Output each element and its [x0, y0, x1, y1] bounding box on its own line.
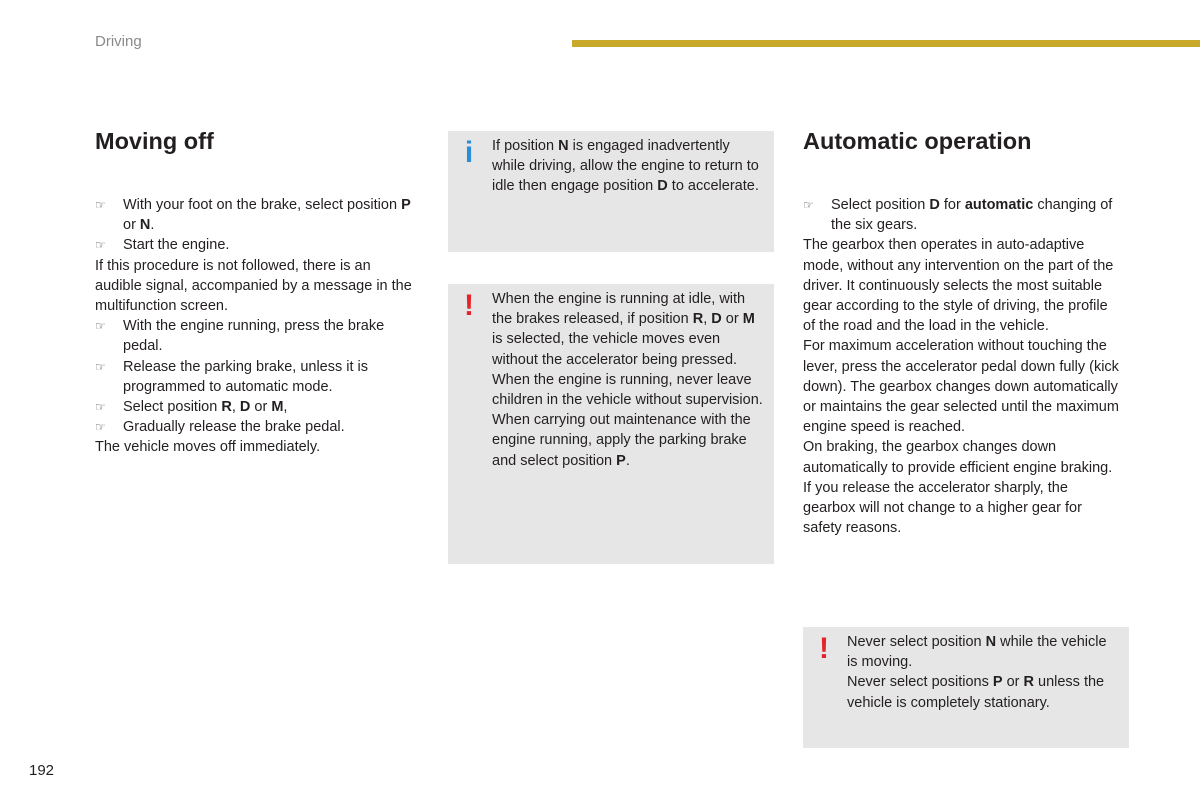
emphasis-text: P — [401, 197, 411, 213]
text-run: Select position — [123, 399, 222, 416]
text-run: The vehicle moves off immediately. — [95, 439, 321, 456]
bullet-item — [95, 417, 415, 437]
text-run: When the engine is running, never leave children in the vehicle without supervision. — [492, 371, 763, 409]
text-run: unless the vehicle is completely stationary. — [847, 674, 1105, 711]
automatic-operation-list — [803, 195, 1123, 538]
text-run: or — [250, 399, 272, 416]
text-run: The gearbox then operates in auto-adaptive mode, without any intervention on the part of the driver. It continuously selects the most suitable gear according to the style of driving, the profile of the road and the load in the vehicle. — [803, 237, 1114, 335]
emphasis-text: N — [139, 217, 151, 234]
emphasis-text: R — [1023, 674, 1034, 691]
hand-pointer-icon: ☞ — [803, 198, 814, 212]
moving-off-title: Moving off — [95, 128, 214, 154]
emphasis-text: D — [711, 311, 722, 328]
note-paragraph — [492, 370, 766, 410]
text-run: . — [625, 452, 630, 469]
emphasis-text: D — [657, 178, 668, 195]
paragraph — [803, 437, 1123, 477]
emphasis-text: P — [616, 452, 626, 469]
text-run: If you release the accelerator sharply, the gearbox will not change to a higher gear for safety reasons. — [803, 479, 1082, 537]
emphasis-text: D — [929, 197, 940, 213]
info-note-text — [492, 136, 766, 197]
warning-icon: ! — [819, 632, 829, 665]
text-run: , — [703, 311, 712, 328]
header-accent-bar — [572, 40, 1200, 47]
emphasis-text: M — [271, 399, 284, 416]
automatic-operation-title: Automatic operation — [803, 128, 1032, 154]
note-paragraph — [847, 672, 1121, 712]
hand-pointer-icon: ☞ — [95, 198, 106, 212]
hand-pointer-icon: ☞ — [95, 319, 106, 334]
text-run: or — [123, 217, 140, 234]
section-label: Driving — [95, 33, 142, 50]
hand-pointer-icon: ☞ — [95, 400, 106, 415]
emphasis-text: N — [985, 634, 997, 650]
bullet-item — [95, 357, 415, 397]
emphasis-text: N — [558, 138, 569, 154]
moving-off-list — [95, 195, 415, 458]
text-run: With the engine running, press the brake pedal. — [123, 318, 385, 355]
emphasis-text: P — [992, 674, 1003, 691]
emphasis-text: automatic — [964, 197, 1034, 213]
text-run: is engaged inadvertently while driving, allow the engine to return to idle then engage position — [492, 138, 759, 195]
bullet-item — [803, 195, 1123, 235]
paragraph — [803, 235, 1123, 336]
text-run: Never select positions — [847, 674, 993, 691]
bullet-item — [95, 397, 415, 417]
warning-note-text — [492, 289, 766, 471]
text-run: changing of the six gears. — [831, 197, 1113, 234]
note-paragraph — [492, 410, 766, 471]
text-run: On braking, the gearbox changes down automatically to provide efficient engine braking. — [803, 439, 1113, 476]
note-paragraph — [492, 289, 766, 370]
text-run: Never select position — [847, 634, 986, 650]
text-run: while the vehicle is moving. — [847, 634, 1107, 671]
warning-note-text — [847, 632, 1121, 713]
emphasis-text: M — [742, 311, 755, 328]
text-run: With your foot on the brake, select position — [123, 197, 402, 213]
text-run: or — [1002, 674, 1024, 691]
text-run: or — [721, 311, 743, 328]
text-run: If this procedure is not followed, there is an audible signal, accompanied by a message in the multifunction screen. — [95, 257, 412, 315]
automatic-operation-section — [803, 125, 1123, 538]
info-note — [448, 131, 774, 252]
bullet-item — [95, 316, 415, 356]
text-run: Release the parking brake, unless it is programmed to automatic mode. — [123, 358, 369, 395]
emphasis-text: R — [221, 399, 232, 416]
text-run: If position — [492, 138, 559, 154]
text-run: Gradually release the brake pedal. — [123, 419, 345, 436]
warning-icon: ! — [464, 289, 474, 322]
note-paragraph — [847, 632, 1121, 672]
warning-note-gear-selection — [803, 627, 1129, 748]
bullet-item — [95, 195, 415, 235]
text-run: is selected, the vehicle moves even without the accelerator being pressed. — [492, 331, 738, 368]
paragraph — [95, 437, 415, 457]
text-run: Select position — [831, 197, 930, 213]
hand-pointer-icon: ☞ — [95, 238, 106, 253]
info-icon: i — [464, 136, 474, 169]
moving-off-section — [95, 125, 415, 458]
hand-pointer-icon: ☞ — [95, 359, 106, 374]
hand-pointer-icon: ☞ — [95, 420, 106, 435]
text-run: to accelerate. — [667, 178, 759, 195]
page-number: 192 — [29, 762, 55, 779]
text-run: , — [283, 399, 288, 416]
text-run: For maximum acceleration without touching the lever, press the accelerator pedal down fully (kick down). The gearbox changes down automatically or maintains the gear selected until the maximum engine speed is reached. — [803, 338, 1119, 436]
text-run: When carrying out maintenance with the engine running, apply the parking brake and select position — [492, 412, 751, 469]
bullet-item — [95, 235, 415, 255]
text-run: . — [150, 217, 155, 234]
text-run: Start the engine. — [123, 237, 230, 254]
paragraph — [803, 478, 1123, 539]
emphasis-text: D — [239, 399, 251, 416]
emphasis-text: R — [692, 311, 704, 328]
paragraph — [803, 336, 1123, 437]
text-run: for — [939, 197, 965, 213]
warning-note-engine-idle — [448, 284, 774, 564]
text-run: When the engine is running at idle, with the brakes released, if position — [492, 291, 746, 328]
text-run: , — [231, 399, 240, 416]
paragraph — [95, 256, 415, 317]
